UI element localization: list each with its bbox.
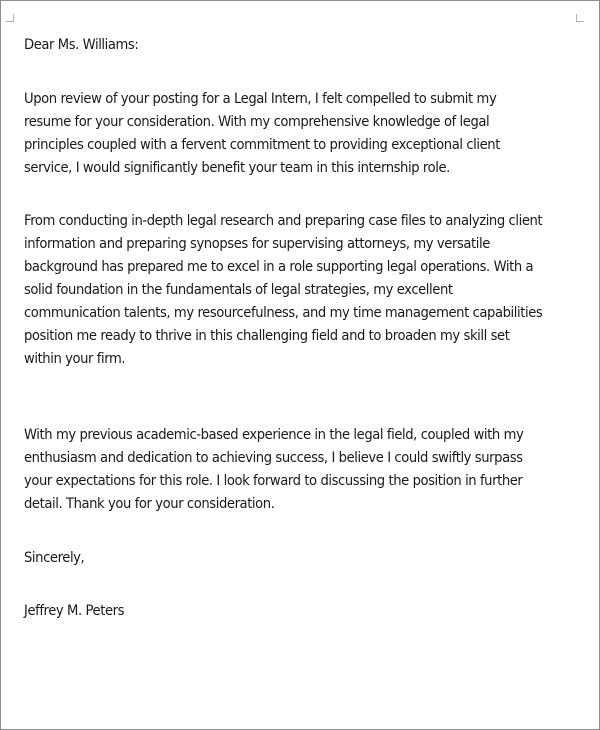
- letter-closing: Sincerely,: [24, 550, 85, 566]
- cover-letter: [24, 34, 547, 623]
- top-left-margin-mark: [6, 14, 14, 22]
- top-right-margin-mark: [576, 14, 584, 22]
- letter-signature: Jeffrey M. Peters: [24, 603, 125, 619]
- letter-paragraph-3: With my previous academic-based experience in the legal field, coupled with my enthusiasm and dedication to achieving success, I believe I could swiftly surpass your expectations for this role. I look forward to discussing the position in further detail. Thank you for your consideration.: [24, 427, 524, 512]
- letter-paragraph-2: From conducting in-depth legal research and preparing case files to analyzing client information and preparing synopses for supervising attorneys, my versatile background has prepared me to excel in a role supporting legal operations. With a solid foundation in the fundamentals of legal strategies, my excellent communication talents, my resourcefulness, and my time management capabilities position me ready to thrive in this challenging field and to broaden my skill set within your firm.: [24, 213, 543, 367]
- letter-paragraph-1: Upon review of your posting for a Legal Intern, I felt compelled to submit my resume for your consideration. With my comprehensive knowledge of legal principles coupled with a fervent commitment to providing exceptional client service, I would significantly benefit your team in this internship role.: [24, 91, 500, 176]
- letter-salutation: Dear Ms. Williams:: [24, 37, 139, 53]
